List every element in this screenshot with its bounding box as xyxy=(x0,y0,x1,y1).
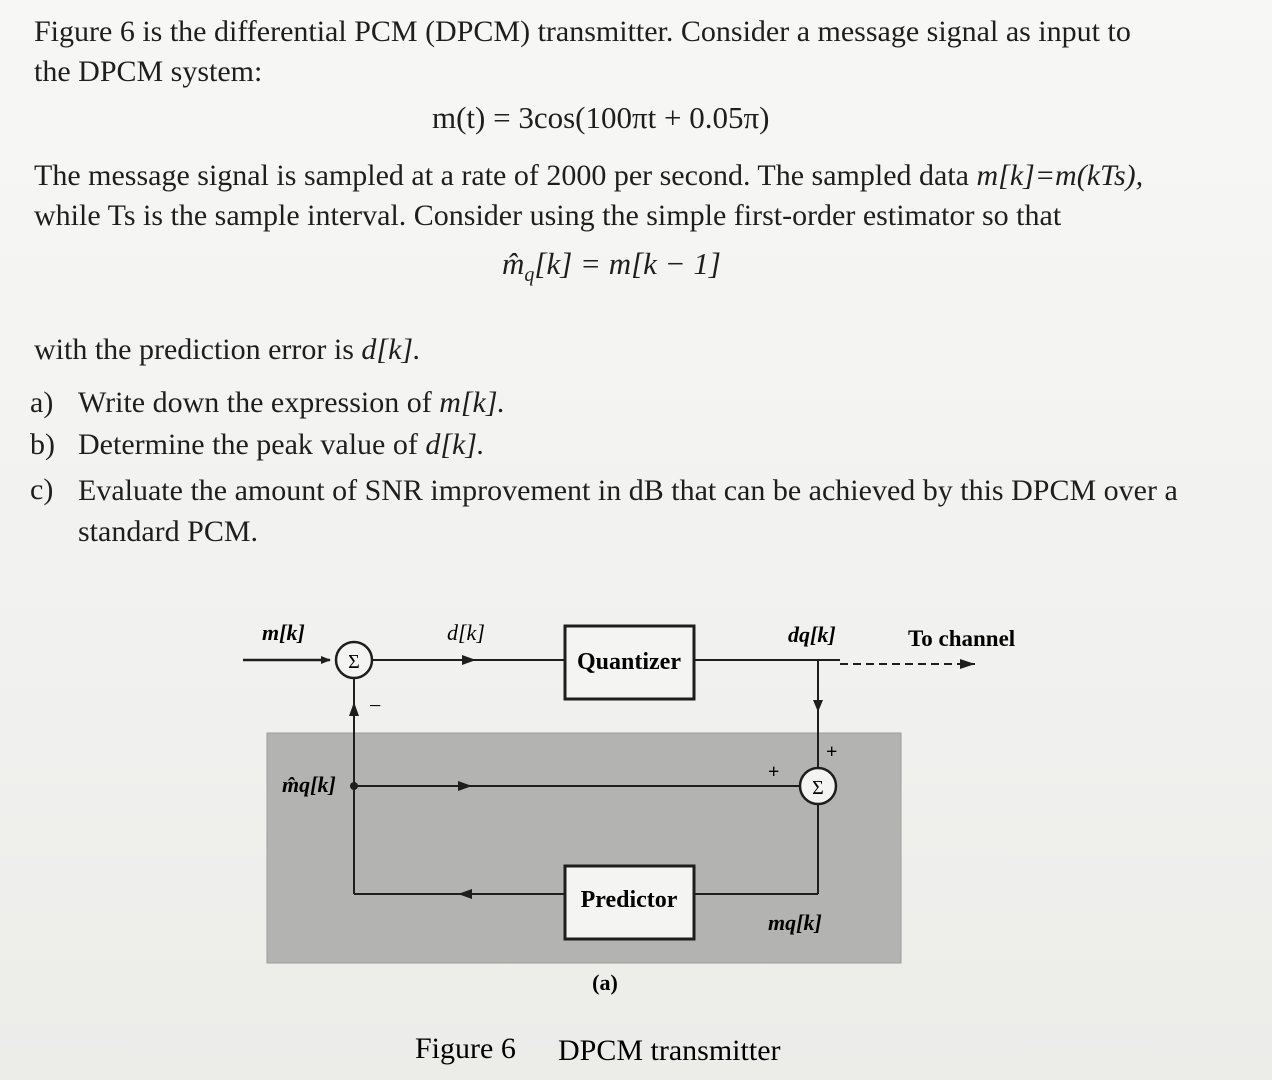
question-label: a) xyxy=(30,386,54,419)
question-label: b) xyxy=(30,428,55,461)
question-math: d[k]. xyxy=(425,428,485,461)
question-text: Evaluate the amount of SNR improvement in dB that can be achieved by this DPCM over a standard PCM. xyxy=(78,474,1178,548)
sum-symbol: Σ xyxy=(348,651,360,673)
question-label: c) xyxy=(30,473,54,506)
intro-line-1: Figure 6 is the differential PCM (DPCM) transmitter. Consider a message signal as input to xyxy=(34,15,1131,48)
input-label: m[k] xyxy=(262,620,305,645)
error-arrowhead xyxy=(462,655,476,665)
quantized-error-label: dq[k] xyxy=(788,622,836,647)
sampling-line-1: The message signal is sampled at a rate of 2000 per second. The sampled data xyxy=(34,159,977,192)
estimator-rest: [k] = m[k − 1] xyxy=(534,246,721,281)
minus-sign: − xyxy=(369,693,382,718)
channel-label: To channel xyxy=(908,626,1016,651)
to-channel-arrowhead xyxy=(960,659,975,669)
message-equation: m(t) = 3cos(100πt + 0.05π) xyxy=(432,100,770,135)
error-text: with the prediction error is xyxy=(34,333,362,366)
feedback-arrowhead xyxy=(349,702,359,716)
plus-sign-left: + xyxy=(768,761,780,783)
intro-line-2: the DPCM system: xyxy=(34,55,263,88)
reconstructed-label: mq[k] xyxy=(768,910,822,935)
question-text: Write down the expression of xyxy=(78,386,440,419)
plus-sign-top: + xyxy=(826,741,838,763)
caption-title: DPCM transmitter xyxy=(558,1034,781,1067)
error-math: d[k]. xyxy=(361,333,421,366)
branch-arrowhead xyxy=(813,700,823,712)
subfigure-label: (a) xyxy=(592,970,618,995)
estimator-lhs: m̂ xyxy=(502,246,525,281)
sampling-math: m[k]=m(kTs), xyxy=(976,159,1144,192)
quantizer-label: Quantizer xyxy=(577,649,681,675)
sampling-line-2: while Ts is the sample interval. Consider using the simple first-order estimator so that xyxy=(34,199,1062,232)
question-math: m[k]. xyxy=(439,386,506,419)
sum-symbol: Σ xyxy=(812,777,824,799)
caption-figure: Figure 6 xyxy=(415,1032,516,1065)
predicted-label: m̂q[k] xyxy=(282,772,336,797)
estimator-sub: q xyxy=(524,264,535,287)
predictor-label: Predictor xyxy=(580,887,678,913)
question-text: Determine the peak value of xyxy=(78,428,426,461)
error-label: d[k] xyxy=(447,620,485,645)
